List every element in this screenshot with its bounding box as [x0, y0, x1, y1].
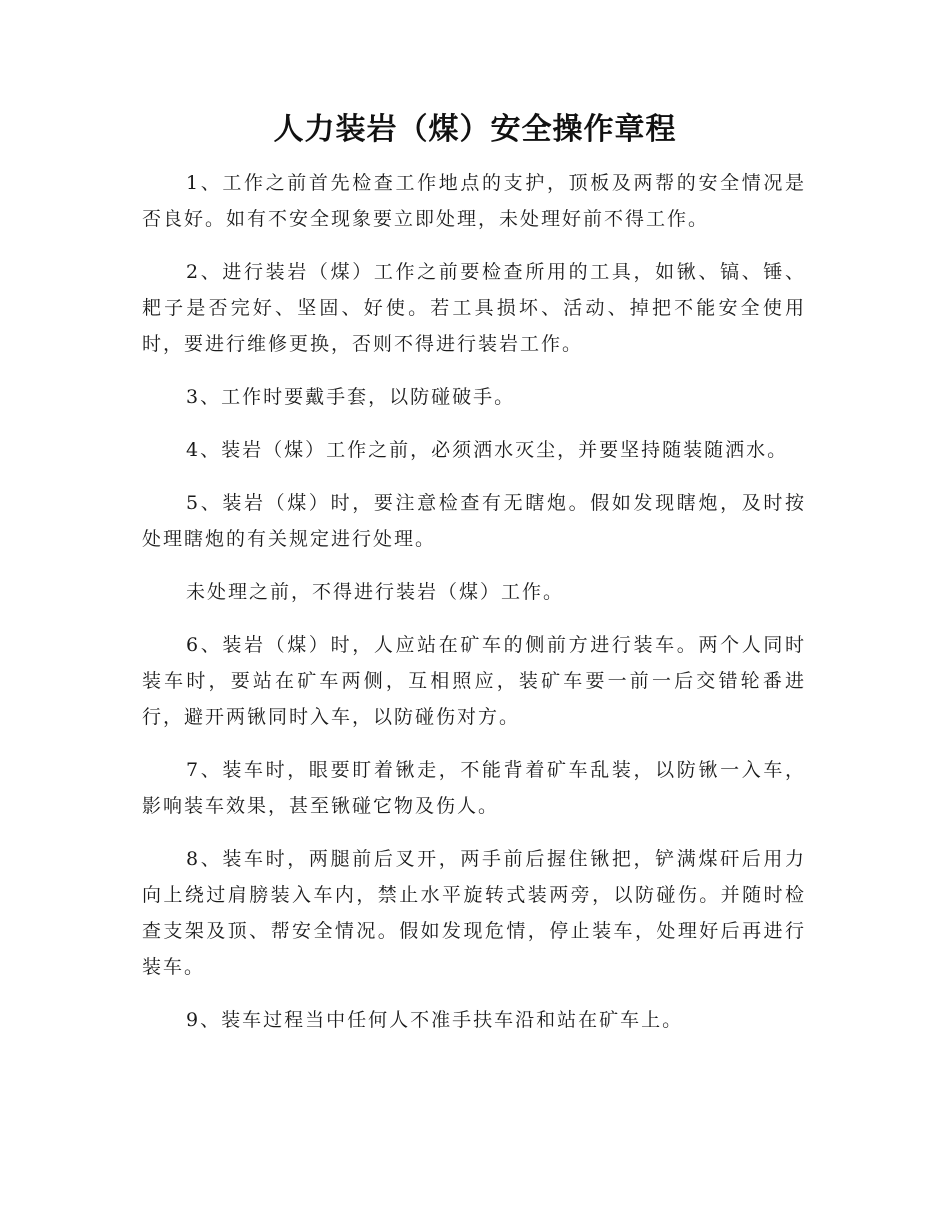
paragraph-4: 4、装岩（煤）工作之前，必须洒水灭尘，并要坚持随装随洒水。: [186, 439, 789, 461]
paragraph-5-continued: 未处理之前，不得进行装岩（煤）工作。: [186, 581, 565, 603]
paragraph-7: 7、装车时，眼要盯着锹走，不能背着矿车乱装，以防锹一入车，影响装车效果，甚至锹碰它物及伤人。: [142, 759, 806, 817]
paragraph-5: 5、装岩（煤）时，要注意检查有无瞎炮。假如发现瞎炮，及时按处理瞎炮的有关规定进行处理。: [142, 492, 806, 550]
paragraph-1: 1、工作之前首先检查工作地点的支护，顶板及两帮的安全情况是否良好。如有不安全现象要立即处理，未处理好前不得工作。: [142, 172, 806, 230]
paragraph-9: 9、装车过程当中任何人不准手扶车沿和站在矿车上。: [186, 1009, 684, 1031]
document-title: 人力装岩（煤）安全操作章程: [273, 112, 677, 147]
document-body: [142, 165, 806, 1055]
paragraph-2: 2、进行装岩（煤）工作之前要检查所用的工具，如锹、镐、锤、耙子是否完好、坚固、好使。若工具损坏、活动、掉把不能安全使用时，要进行维修更换，否则不得进行装岩工作。: [142, 261, 806, 355]
paragraph-3: 3、工作时要戴手套，以防碰破手。: [186, 386, 516, 408]
paragraph-6: 6、装岩（煤）时，人应站在矿车的侧前方进行装车。两个人同时装车时，要站在矿车两侧，互相照应，装矿车要一前一后交错轮番进行，避开两锹同时入车，以防碰伤对方。: [142, 634, 806, 728]
paragraph-8: 8、装车时，两腿前后叉开，两手前后握住锹把，铲满煤矸后用力向上绕过肩膀装入车内，禁止水平旋转式装两旁，以防碰伤。并随时检查支架及顶、帮安全情况。假如发现危情，停止装车，处理好后再进行装车。: [142, 848, 806, 978]
